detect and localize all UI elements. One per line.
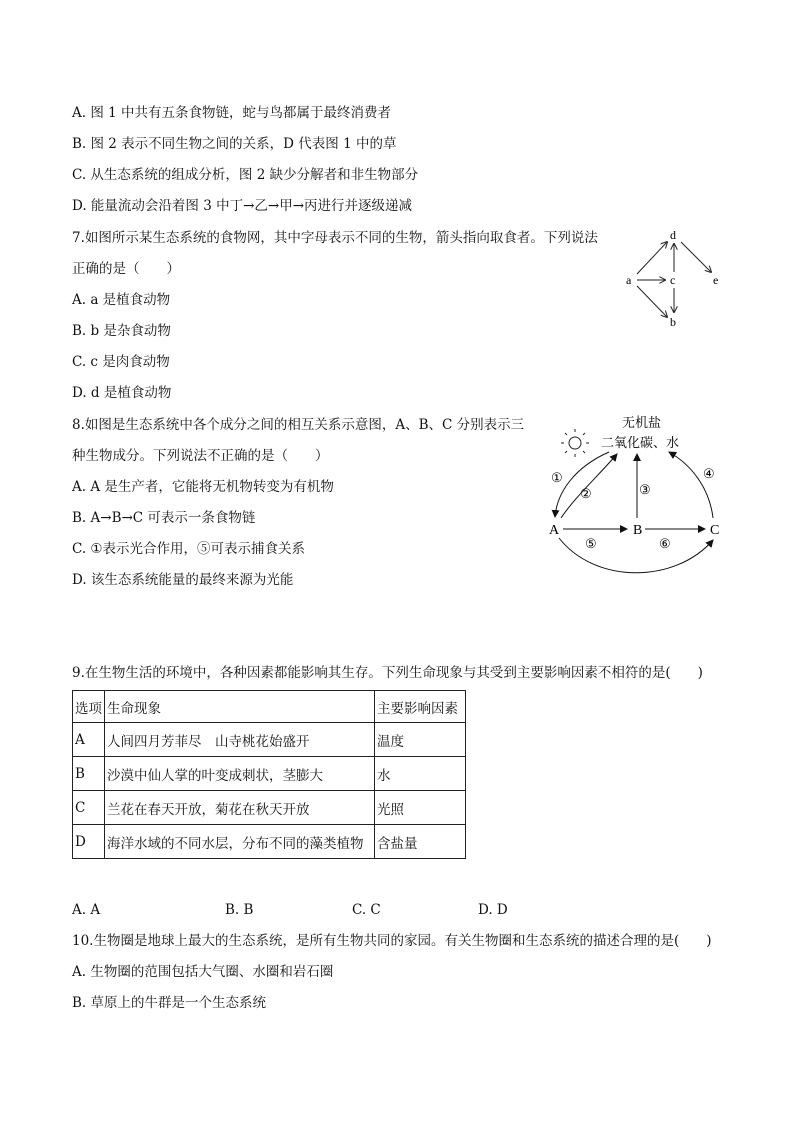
q7-option-b: B. b 是杂食动物 — [72, 323, 171, 339]
cell-factor: 含盐量 — [375, 825, 466, 859]
cell-factor: 水 — [375, 757, 466, 791]
q9-table — [72, 690, 466, 859]
sun-icon — [561, 429, 589, 457]
node-B: B — [633, 523, 643, 538]
table-row — [73, 757, 466, 791]
table-row — [73, 723, 466, 757]
q9-option-a: A. A — [72, 902, 101, 918]
cell-option: C — [73, 791, 105, 825]
cell-phenomenon: 兰花在春天开放，菊花在秋天开放 — [105, 791, 375, 825]
q7-option-a: A. a 是植食动物 — [72, 292, 171, 308]
arrow-1 — [555, 452, 609, 517]
edge-d-e — [681, 242, 711, 272]
node-b: b — [670, 315, 676, 329]
header-option: 选项 — [73, 691, 105, 723]
node-a: a — [626, 273, 632, 287]
node-c: c — [670, 273, 676, 287]
cell-phenomenon: 人间四月芳菲尽 山寺桃花始盛开 — [105, 723, 375, 757]
label-2: ② — [580, 486, 592, 501]
q10-option-a: A. 生物圈的范围包括大气圈、水圈和岩石圈 — [72, 964, 334, 980]
arrow-a-c — [559, 538, 713, 573]
co2-water-label: 二氧化碳、水 — [601, 435, 680, 450]
q10-option-b: B. 草原上的牛群是一个生态系统 — [72, 995, 267, 1011]
q8-option-c: C. ①表示光合作用，⑤可表示捕食关系 — [72, 541, 306, 557]
q7-stem-line2: 正确的是（ ） — [72, 261, 180, 277]
cell-option: D — [73, 825, 105, 859]
cell-option: A — [73, 723, 105, 757]
header-factor: 主要影响因素 — [375, 691, 466, 723]
q8-stem-line2: 种生物成分。下列说法不正确的是（ ） — [72, 448, 329, 464]
node-e: e — [713, 273, 719, 287]
q7-food-web-diagram — [615, 222, 735, 334]
edge-a-d — [637, 242, 667, 274]
edge-a-b — [637, 286, 667, 317]
cell-phenomenon: 海洋水域的不同水层，分布不同的藻类植物 — [105, 825, 375, 859]
q8-stem-line1: 8.如图是生态系统中各个成分之间的相互关系示意图，A、B、C 分别表示三 — [72, 417, 525, 433]
q7-option-c: C. c 是肉食动物 — [72, 354, 170, 370]
q8-ecosystem-diagram — [545, 412, 735, 582]
label-1: ① — [551, 470, 563, 485]
label-4: ④ — [703, 466, 715, 481]
node-C: C — [710, 523, 720, 538]
node-d: d — [670, 228, 676, 242]
table-row — [73, 825, 466, 859]
q9-stem: 9.在生物生活的环境中，各种因素都能影响其生存。下列生命现象与其受到主要影响因素不相符的是( ) — [72, 665, 703, 681]
q6-option-b: B. 图 2 表示不同生物之间的关系，D 代表图 1 中的草 — [72, 136, 397, 152]
q8-option-b: B. A→B→C 可表示一条食物链 — [72, 510, 256, 526]
q6-option-a: A. 图 1 中共有五条食物链，蛇与鸟都属于最终消费者 — [72, 105, 392, 121]
q7-option-d: D. d 是植食动物 — [72, 385, 172, 401]
q9-option-c: C. C — [352, 902, 381, 918]
table-row — [73, 791, 466, 825]
q6-option-d: D. 能量流动会沿着图 3 中丁→乙→甲→丙进行并逐级递减 — [72, 198, 413, 214]
label-6: ⑥ — [659, 536, 671, 551]
q9-option-d: D. D — [478, 902, 508, 918]
header-phenomenon: 生命现象 — [105, 691, 375, 723]
q8-option-a: A. A 是生产者，它能将无机物转变为有机物 — [72, 479, 334, 495]
q6-option-c: C. 从生态系统的组成分析，图 2 缺少分解者和非生物部分 — [72, 167, 419, 183]
arrow-4 — [669, 452, 713, 518]
cell-factor: 光照 — [375, 791, 466, 825]
label-5: ⑤ — [585, 536, 597, 551]
table-header-row — [73, 691, 466, 723]
cell-option: B — [73, 757, 105, 791]
q10-stem: 10.生物圈是地球上最大的生态系统，是所有生物共同的家园。有关生物圈和生态系统的描述合理的是( ) — [72, 933, 712, 949]
cell-phenomenon: 沙漠中仙人掌的叶变成刺状，茎膨大 — [105, 757, 375, 791]
inorganic-salt-label: 无机盐 — [622, 415, 662, 430]
q7-stem-line1: 7.如图所示某生态系统的食物网，其中字母表示不同的生物，箭头指向取食者。下列说法 — [72, 230, 598, 246]
q9-option-b: B. B — [225, 902, 254, 918]
node-A: A — [549, 523, 560, 538]
label-3: ③ — [639, 482, 651, 497]
q8-option-d: D. 该生态系统能量的最终来源为光能 — [72, 572, 294, 588]
cell-factor: 温度 — [375, 723, 466, 757]
